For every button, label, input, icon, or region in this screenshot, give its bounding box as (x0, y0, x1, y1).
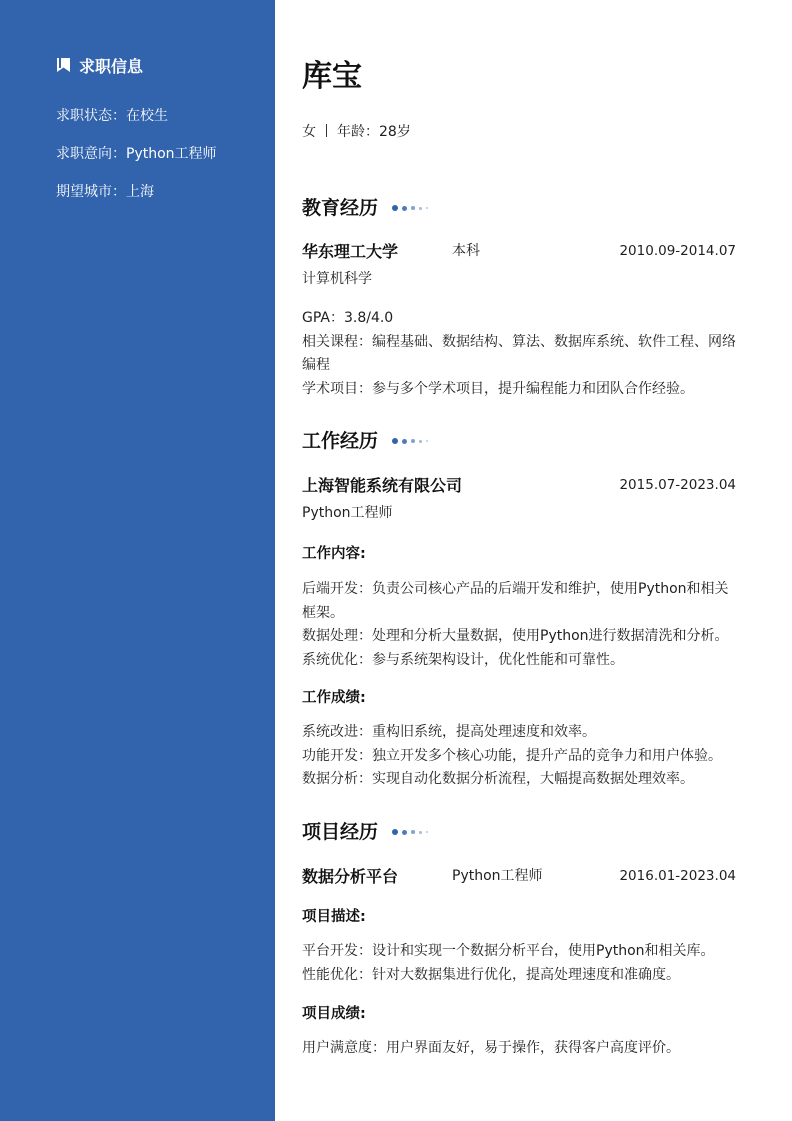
education-details (302, 307, 736, 401)
work-dates: 2015.07-2023.04 (619, 477, 736, 493)
list-item: 系统改进：重构旧系统，提高处理速度和效率。 (302, 724, 596, 740)
school-name: 华东理工大学 (302, 242, 399, 261)
basic-info (302, 122, 411, 142)
list-item: 功能开发：独立开发多个核心功能，提升产品的竞争力和用户体验。 (302, 747, 722, 764)
project-section-title: 项目经历 (302, 819, 428, 845)
project-dates: 2016.01-2023.04 (619, 868, 736, 884)
major: 计算机科学 (302, 271, 372, 287)
project-name: 数据分析平台 (302, 867, 399, 886)
divider (326, 124, 327, 137)
project-description-heading: 项目描述: (302, 909, 366, 925)
candidate-name: 库宝 (302, 59, 362, 94)
project-role: Python工程师 (452, 868, 543, 884)
company-name: 上海智能系统有限公司 (302, 476, 463, 495)
degree: 本科 (452, 243, 480, 259)
job-intention: 求职意向：Python工程师 (56, 146, 217, 162)
education-section-title: 教育经历 (302, 195, 428, 221)
work-achievements-heading: 工作成绩: (302, 690, 366, 706)
job-status: 求职状态：在校生 (56, 108, 168, 124)
work-role: Python工程师 (302, 505, 393, 521)
work-achievements (302, 721, 736, 792)
expected-city: 期望城市：上海 (56, 184, 154, 200)
sidebar-header (56, 53, 143, 77)
education-dates: 2010.09-2014.07 (619, 243, 736, 259)
bookmark-icon (56, 57, 71, 73)
project-achievements (302, 1037, 736, 1061)
list-item: 数据处理：处理和分析大量数据，使用Python进行数据清洗和分析。 (302, 628, 729, 644)
project-description (302, 940, 736, 987)
list-item: 用户满意度：用户界面友好，易于操作，获得客户高度评价。 (302, 1040, 680, 1056)
dots-decoration (392, 205, 428, 211)
list-item: 后端开发：负责公司核心产品的后端开发和维护，使用Python和相关框架。 (302, 581, 729, 621)
dots-decoration (392, 438, 428, 444)
list-item: 系统优化：参与系统架构设计，优化性能和可靠性。 (302, 651, 624, 668)
sidebar (0, 0, 275, 1121)
work-content-heading: 工作内容: (302, 546, 366, 562)
gender: 女 (302, 124, 316, 140)
list-item: 数据分析：实现自动化数据分析流程，大幅提高数据处理效率。 (302, 771, 694, 787)
list-item: 性能优化：针对大数据集进行优化，提高处理速度和准确度。 (302, 966, 680, 983)
list-item: 学术项目：参与多个学术项目，提升编程能力和团队合作经验。 (302, 380, 694, 397)
list-item: 平台开发：设计和实现一个数据分析平台，使用Python和相关库。 (302, 943, 715, 959)
dots-decoration (392, 829, 428, 835)
work-content (302, 578, 736, 672)
list-item: 相关课程：编程基础、数据结构、算法、数据库系统、软件工程、网络编程 (302, 333, 736, 373)
list-item: GPA：3.8/4.0 (302, 310, 394, 326)
work-section-title: 工作经历 (302, 428, 428, 454)
age: 年龄：28岁 (337, 124, 411, 140)
project-achievements-heading: 项目成绩: (302, 1006, 366, 1022)
sidebar-title: 求职信息 (79, 56, 144, 76)
